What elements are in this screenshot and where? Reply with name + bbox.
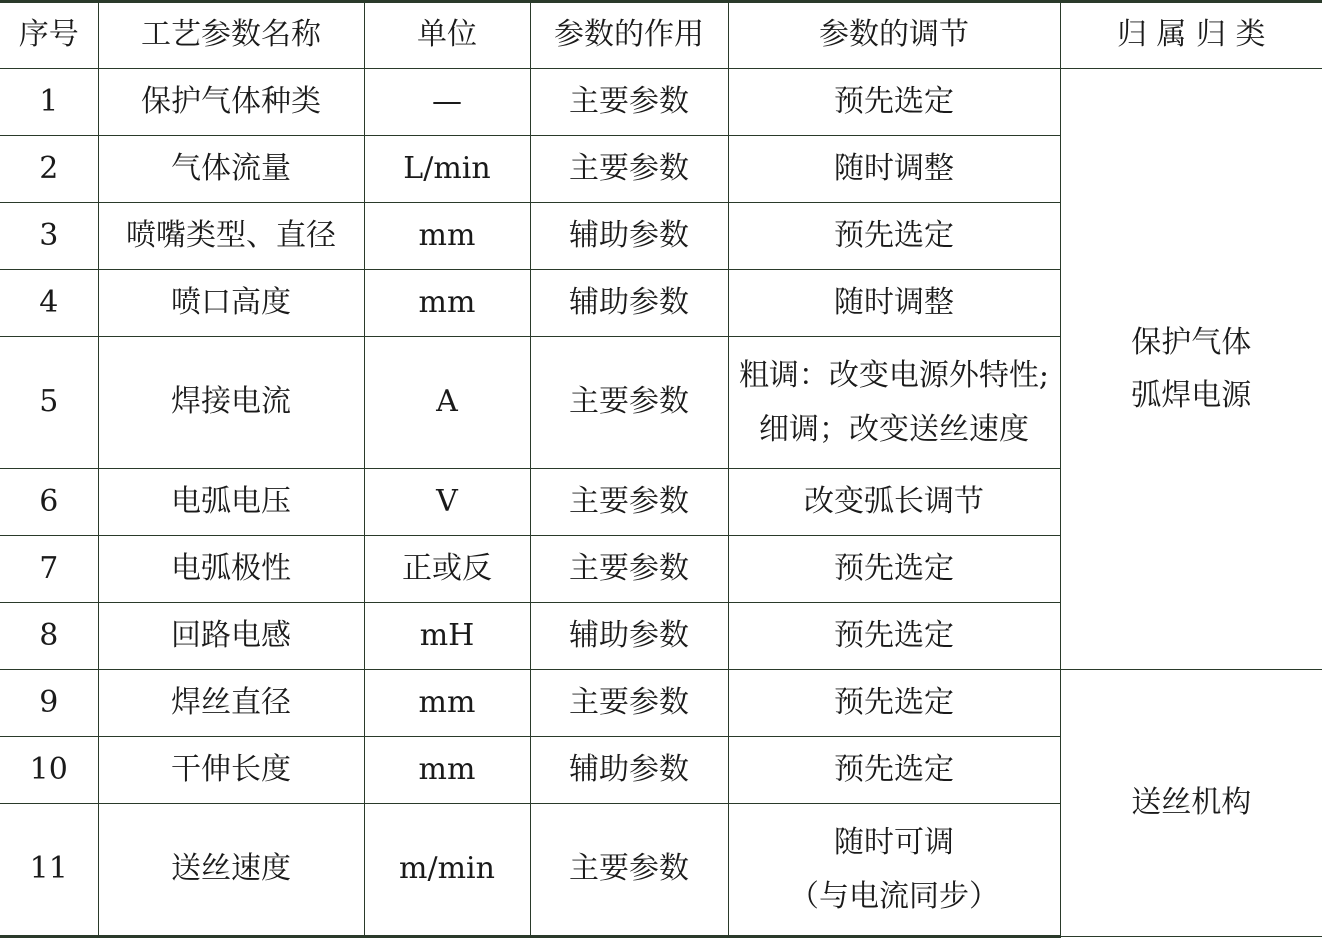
table-row [0, 69, 1322, 136]
cell-unit: — [364, 69, 530, 136]
cell-adjust: 随时调整 [728, 270, 1060, 337]
header-group: 归 属 归 类 [1060, 2, 1322, 69]
cell-role: 主要参数 [530, 670, 728, 737]
cell-adjust: 预先选定 [728, 203, 1060, 270]
cell-role: 主要参数 [530, 337, 728, 469]
cell-no: 4 [0, 270, 98, 337]
cell-adjust: 随时调整 [728, 136, 1060, 203]
cell-adjust [728, 804, 1060, 937]
cell-unit: mm [364, 270, 530, 337]
cell-no: 1 [0, 69, 98, 136]
cell-no: 3 [0, 203, 98, 270]
cell-param-name: 电弧电压 [98, 469, 364, 536]
cell-adjust: 预先选定 [728, 69, 1060, 136]
cell-unit: m/min [364, 804, 530, 937]
cell-no: 7 [0, 536, 98, 603]
adjust-line: 随时可调 [729, 816, 1060, 869]
header-role: 参数的作用 [530, 2, 728, 69]
cell-param-name: 焊接电流 [98, 337, 364, 469]
cell-adjust [728, 337, 1060, 469]
table-row [0, 670, 1322, 737]
group-line: 保护气体 [1061, 316, 1322, 369]
cell-role: 主要参数 [530, 136, 728, 203]
adjust-line: （与电流同步） [729, 870, 1060, 923]
cell-no: 2 [0, 136, 98, 203]
cell-role: 主要参数 [530, 804, 728, 937]
group-shielding-gas-power-source [1060, 69, 1322, 670]
cell-role: 主要参数 [530, 469, 728, 536]
cell-param-name: 送丝速度 [98, 804, 364, 937]
cell-adjust: 预先选定 [728, 603, 1060, 670]
table-header-row [0, 2, 1322, 69]
cell-unit: mm [364, 737, 530, 804]
cell-adjust: 预先选定 [728, 536, 1060, 603]
group-line: 弧焊电源 [1061, 369, 1322, 422]
cell-unit: 正或反 [364, 536, 530, 603]
header-adjust: 参数的调节 [728, 2, 1060, 69]
cell-unit: mH [364, 603, 530, 670]
cell-adjust: 改变弧长调节 [728, 469, 1060, 536]
cell-role: 辅助参数 [530, 603, 728, 670]
cell-unit: V [364, 469, 530, 536]
cell-param-name: 保护气体种类 [98, 69, 364, 136]
cell-role: 辅助参数 [530, 270, 728, 337]
cell-param-name: 喷嘴类型、直径 [98, 203, 364, 270]
cell-unit: mm [364, 203, 530, 270]
cell-param-name: 焊丝直径 [98, 670, 364, 737]
cell-no: 9 [0, 670, 98, 737]
header-no: 序号 [0, 2, 98, 69]
cell-param-name: 回路电感 [98, 603, 364, 670]
header-param-name: 工艺参数名称 [98, 2, 364, 69]
cell-unit: mm [364, 670, 530, 737]
cell-param-name: 气体流量 [98, 136, 364, 203]
cell-no: 10 [0, 737, 98, 804]
header-unit: 单位 [364, 2, 530, 69]
cell-param-name: 干伸长度 [98, 737, 364, 804]
cell-no: 11 [0, 804, 98, 937]
cell-adjust: 预先选定 [728, 737, 1060, 804]
cell-adjust: 预先选定 [728, 670, 1060, 737]
cell-role: 主要参数 [530, 69, 728, 136]
adjust-line: 细调；改变送丝速度 [729, 403, 1060, 456]
cell-role: 辅助参数 [530, 737, 728, 804]
cell-no: 8 [0, 603, 98, 670]
cell-param-name: 喷口高度 [98, 270, 364, 337]
cell-no: 5 [0, 337, 98, 469]
cell-role: 辅助参数 [530, 203, 728, 270]
cell-param-name: 电弧极性 [98, 536, 364, 603]
cell-unit: L/min [364, 136, 530, 203]
cell-unit: A [364, 337, 530, 469]
group-wire-feeder: 送丝机构 [1060, 670, 1322, 937]
cell-no: 6 [0, 469, 98, 536]
adjust-line: 粗调：改变电源外特性; [729, 349, 1060, 402]
cell-role: 主要参数 [530, 536, 728, 603]
